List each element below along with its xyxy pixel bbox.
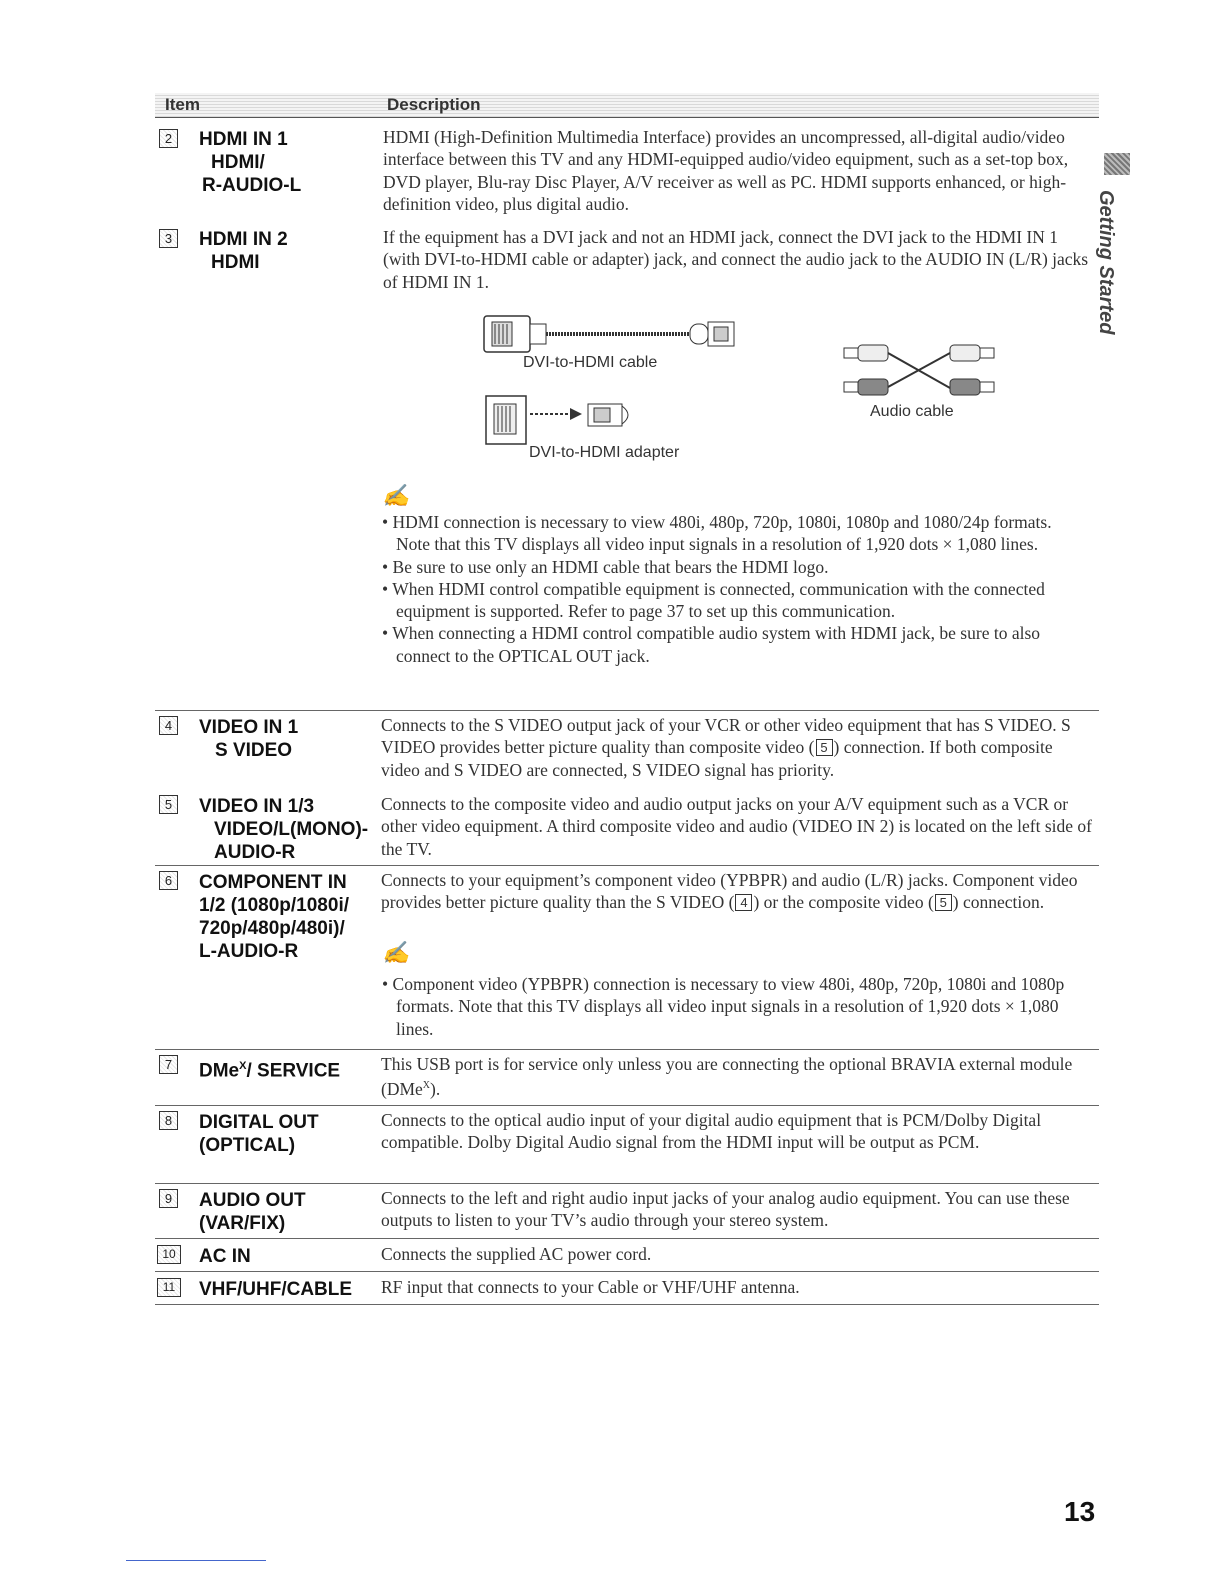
item-number: 10: [157, 1245, 181, 1264]
section-tab-marker: [1104, 153, 1130, 175]
item-description: Connects to the optical audio input of your digital audio equipment that is PCM/Dolby Digital compatible. Dolby Digital Audio signal from the HDMI input will be output as PCM.: [381, 1110, 1042, 1153]
item-number: 8: [159, 1111, 178, 1130]
item-label: AC IN: [199, 1246, 251, 1267]
item-label: VIDEO IN 1/3 VIDEO/L(MONO)- AUDIO-R: [199, 796, 369, 863]
item-description: RF input that connects to your Cable or VHF/UHF antenna.: [381, 1277, 800, 1297]
item-number: 2: [159, 129, 178, 148]
page-number: 13: [1064, 1496, 1096, 1527]
item-description: Connects to the S VIDEO output jack of your VCR or other video equipment that has S VIDEO. S VIDEO provides better picture quality than composite video ( 5 ) connection. If both composite video and S VIDEO are connected, S VIDEO signal has priority.: [381, 715, 1071, 780]
item-number: 5: [159, 795, 178, 814]
header-description: Description: [387, 95, 481, 114]
item-label: VHF/UHF/CABLE: [199, 1279, 353, 1300]
note-icon: ✍: [382, 940, 410, 965]
item-number: 3: [159, 229, 178, 248]
list-item: • Component video (YPBPR) connection is necessary to view 480i, 480p, 720p, 1080i and 1080p formats. Note that this TV displays all video input signals in a resolution of 1,920 dots × 1,080 lines.: [382, 974, 1065, 1039]
reference-number: 4: [735, 894, 752, 911]
item-number: 11: [157, 1278, 181, 1297]
note-icon: ✍: [382, 483, 410, 508]
dvi-to-hdmi-adapter-illustration: [480, 390, 660, 452]
item-description: Connects to your equipment’s component video (YPBPR) and audio (L/R) jacks. Component video provides better picture quality than the S VIDEO ( 4 ) or the composite video ( 5 ) connection.: [381, 870, 1078, 913]
audio-cable-illustration: [840, 340, 1000, 402]
dvi-to-hdmi-cable-illustration: [480, 310, 750, 360]
row-divider: [155, 1049, 1099, 1050]
reference-number: 5: [816, 739, 833, 756]
item-number: 7: [159, 1055, 178, 1074]
item-number: 9: [159, 1189, 178, 1208]
item-number: 4: [159, 716, 178, 735]
item-label: COMPONENT IN 1/2 (1080p/1080i/ 720p/480p/480i)/ L-AUDIO-R: [199, 872, 349, 962]
item-description: This USB port is for service only unless you are connecting the optional BRAVIA external module (DMe$^X$).: [381, 1054, 1073, 1100]
list-item: • Be sure to use only an HDMI cable that bears the HDMI logo.: [382, 556, 829, 577]
row-divider: [155, 1105, 1099, 1106]
item-label: HDMI IN 1 HDMI/ R-AUDIO-L: [199, 129, 302, 196]
section-tab-label: Getting Started: [1095, 190, 1117, 335]
item-description: Connects the supplied AC power cord.: [381, 1244, 652, 1264]
hdmi-notes: [382, 511, 1082, 667]
row-divider: [155, 1238, 1099, 1239]
table-header: [155, 93, 1099, 118]
header-item: Item: [165, 95, 200, 114]
row-divider: [155, 865, 1099, 866]
list-item: • When HDMI control compatible equipment is connected, communication with the connected equipment is supported. Refer to page 37 to set up this communication.: [382, 578, 1045, 622]
item-label: DIGITAL OUT (OPTICAL): [199, 1112, 319, 1156]
row-divider: [155, 1183, 1099, 1184]
cable-caption: DVI-to-HDMI cable: [523, 354, 658, 371]
adapter-caption: DVI-to-HDMI adapter: [529, 444, 680, 461]
item-description: HDMI (High-Definition Multimedia Interface) provides an uncompressed, all-digital audio/video interface between this TV and any HDMI-equipped audio/video equipment, such as a set-top box, DVD player, Blu-ray Disc Player, A/V receiver as well as PC. HDMI supports enhanced, or high-definition video, plus digital audio.: [383, 127, 1069, 214]
item-description: Connects to the composite video and audio output jacks on your A/V equipment such as a VCR or other video equipment. A third composite video and audio (VIDEO IN 2) is located on the left side of the TV.: [381, 794, 1093, 859]
item-number: 6: [159, 871, 178, 890]
list-item: • HDMI connection is necessary to view 480i, 480p, 720p, 1080i, 1080p and 1080/24p formats. Note that this TV displays all video input signals in a resolution of 1,920 dots × 1,080 lines.: [382, 512, 1052, 555]
footer-line: [126, 1560, 266, 1561]
item-label: HDMI IN 2 HDMI: [199, 229, 288, 273]
item-description: If the equipment has a DVI jack and not an HDMI jack, connect the DVI jack to the HDMI IN 1 (with DVI-to-HDMI cable or adapter) jack, and connect the audio jack to the AUDIO IN (L/R) jacks of HDMI IN 1.: [383, 227, 1089, 292]
reference-number: 5: [935, 894, 952, 911]
component-notes: [382, 973, 1082, 1040]
item-label: DMe$^X$/ SERVICE: [199, 1060, 341, 1082]
row-divider: [155, 1271, 1099, 1272]
item-description: Connects to the left and right audio input jacks of your analog audio equipment. You can use these outputs to listen to your TV’s audio through your stereo system.: [381, 1188, 1070, 1231]
audio-cable-caption: Audio cable: [870, 403, 954, 420]
row-divider: [155, 710, 1099, 711]
item-label: AUDIO OUT (VAR/FIX): [199, 1190, 306, 1234]
item-label: VIDEO IN 1 S VIDEO: [199, 717, 299, 761]
row-divider: [155, 1304, 1099, 1305]
list-item: • When connecting a HDMI control compatible audio system with HDMI jack, be sure to also connect to the OPTICAL OUT jack.: [382, 623, 1041, 666]
